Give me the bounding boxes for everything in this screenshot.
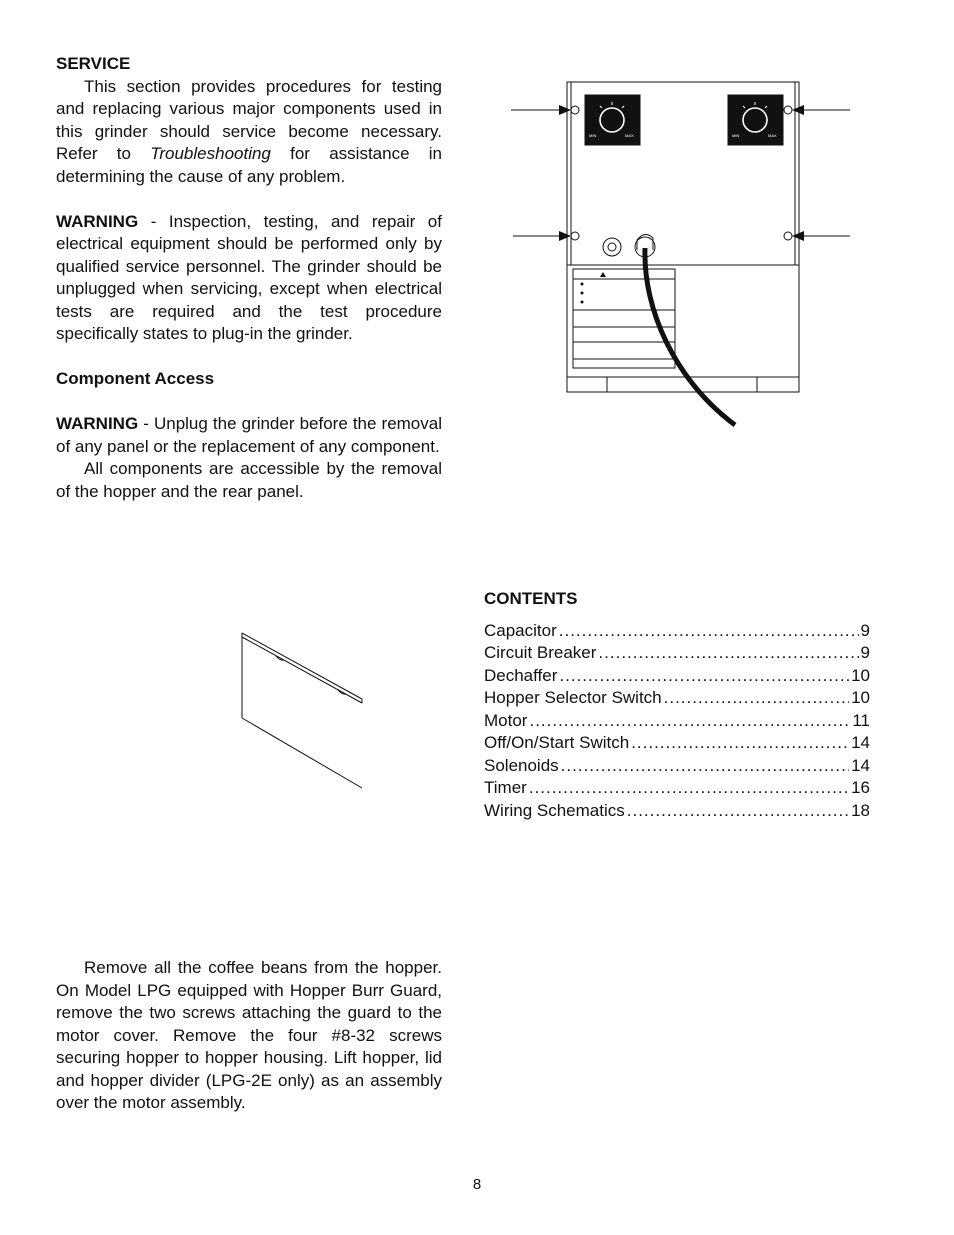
contents-item-page: 18 xyxy=(851,800,870,820)
component-access-heading: Component Access xyxy=(56,369,215,388)
hopper-burr-guard-figure xyxy=(238,625,368,795)
service-intro-text-2: for assistance in determining the cause of any problem. xyxy=(56,144,442,186)
contents-item-label: Wiring Schematics xyxy=(484,800,625,820)
contents-item-page: 14 xyxy=(851,755,870,775)
dot-leader xyxy=(559,665,849,688)
right-dial-min: MIN xyxy=(732,133,740,138)
dot-leader xyxy=(529,710,850,733)
left-dial-min: MIN xyxy=(589,133,597,138)
contents-list xyxy=(484,620,870,823)
page-number: 8 xyxy=(472,1176,482,1193)
contents-heading: CONTENTS xyxy=(484,589,578,608)
contents-item-page: 10 xyxy=(851,665,870,685)
dot-leader xyxy=(561,755,849,778)
troubleshooting-reference: Troubleshooting xyxy=(150,144,271,163)
contents-item-label: Solenoids xyxy=(484,755,559,775)
contents-item-page: 14 xyxy=(851,733,870,752)
contents-item-page: 10 xyxy=(851,688,870,707)
contents-section xyxy=(484,588,870,822)
warning-label: WARNING xyxy=(56,414,139,433)
right-dial-max: MAX xyxy=(768,133,777,138)
contents-item-page: 11 xyxy=(852,710,870,730)
contents-item-page: 16 xyxy=(851,778,870,797)
service-intro xyxy=(56,76,442,189)
contents-item xyxy=(484,777,870,800)
contents-item-label: Hopper Selector Switch xyxy=(484,688,662,707)
contents-item-label: Capacitor xyxy=(484,620,557,640)
contents-item-page: 9 xyxy=(860,620,870,640)
dot-leader xyxy=(627,800,849,823)
service-intro-text-1: This section provides procedures for testing and replacing various major components used in this grinder should service become necessary. Refer to xyxy=(56,76,442,163)
service-section xyxy=(56,53,442,503)
contents-item-label: Off/On/Start Switch xyxy=(484,733,630,752)
contents-item xyxy=(484,800,870,823)
rear-panel-figure xyxy=(505,80,855,435)
contents-item xyxy=(484,642,870,665)
dot-leader xyxy=(529,777,849,800)
contents-item xyxy=(484,687,870,710)
dot-leader xyxy=(598,642,858,665)
warning-inspection xyxy=(56,211,442,346)
contents-item-label: Circuit Breaker xyxy=(484,643,597,662)
dot-leader xyxy=(664,687,849,710)
warning-label: WARNING xyxy=(56,211,139,231)
warning-unplug xyxy=(56,413,442,458)
contents-item-label: Dechaffer xyxy=(484,665,558,685)
hopper-removal-paragraph: Remove all the coffee beans from the hopper. On Model LPG equipped with Hopper Burr Guard, remove the two screws attaching the guard to the motor cover. Remove the four #8-32 screws securing hopper to hopper housing. Lift hopper, lid and hopper divider (LPG-2E only) as an assembly over the motor assembly. xyxy=(56,958,442,1112)
contents-item xyxy=(484,665,870,688)
dot-leader xyxy=(631,732,849,755)
contents-item-label: Timer xyxy=(484,778,527,797)
service-heading: SERVICE xyxy=(56,54,131,73)
contents-item xyxy=(484,620,870,643)
contents-item-label: Motor xyxy=(484,710,528,730)
contents-item xyxy=(484,755,870,778)
warning-text: - Inspection, testing, and repair of electrical equipment should be performed only by qualified service personnel. The grinder should be unplugged when servicing, except when electrical tests are required and the test procedure specifically states to plug-in the grinder. xyxy=(56,211,442,343)
contents-item xyxy=(484,710,870,733)
left-dial-max: MAX xyxy=(625,133,634,138)
contents-item-page: 9 xyxy=(860,643,870,662)
contents-item xyxy=(484,732,870,755)
dot-leader xyxy=(559,620,859,643)
hopper-removal-section xyxy=(56,957,442,1115)
warning-text: - Unplug the grinder before the removal of any panel or the replacement of any component. xyxy=(56,414,442,456)
component-access-paragraph: All components are accessible by the removal of the hopper and the rear panel. xyxy=(56,459,442,501)
